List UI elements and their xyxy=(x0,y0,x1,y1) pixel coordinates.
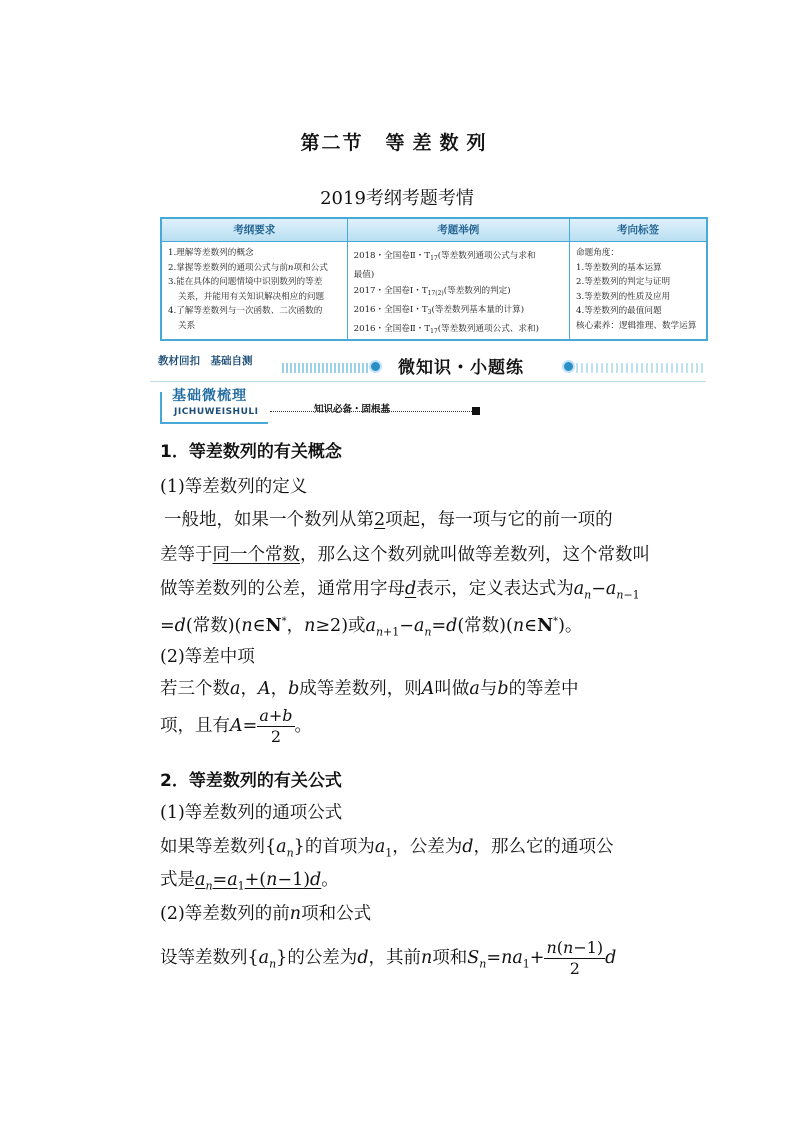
heading-formulas: 2．等差数列的有关公式 xyxy=(160,771,342,791)
section-label-pinyin: JICHUWEISHULI xyxy=(174,407,259,417)
blank-answer: 2 xyxy=(374,510,386,530)
section-number: 第二节 xyxy=(300,132,364,154)
example-item: 2018・全国卷Ⅱ・$T_{17}$(等差数列通项公式与求和 xyxy=(353,251,536,262)
example-item: 最值) xyxy=(353,270,375,280)
section-topic: 等差数列 xyxy=(385,132,494,154)
tags-header: 考向标签 xyxy=(570,219,706,242)
banner-divider xyxy=(150,381,706,382)
paragraph-line: 如果等差数列$\{a_n\}$的首项为$a_1$，公差为d，那么它的通项公 xyxy=(160,837,614,860)
formula-line: =d(常数)(n∈N*，n≥2)或$a_{n+1}-a_n=d$(常数)(n∈N*)。 xyxy=(160,615,583,639)
fraction: $\frac{a+b}{2}$ xyxy=(259,706,293,746)
tag-item: 3.等差数列的性质及应用 xyxy=(576,291,671,302)
subheading-sum: (2)等差数列的前n项和公式 xyxy=(160,904,372,924)
tag-item: 1.等差数列的基本运算 xyxy=(576,262,662,273)
requirement-item: 关系，并能用有关知识解决相应的问题 xyxy=(178,291,325,302)
bullet-dot-icon xyxy=(562,360,575,373)
requirements-header: 考纲要求 xyxy=(162,219,347,242)
requirements-list xyxy=(162,242,347,337)
examples-list xyxy=(348,242,569,344)
tag-item: 4.等差数列的最值问题 xyxy=(576,306,662,316)
section-label-title: 基础微梳理 xyxy=(172,388,247,404)
paragraph-line: 做等差数列的公差，通常用字母d表示，定义表达式为$a_n-a_{n-1}$ xyxy=(160,579,640,602)
requirement-item: 1.理解等差数列的概念 xyxy=(168,248,254,258)
fraction: $\frac{n(n-1)}{2}$ xyxy=(546,938,604,978)
banner-stripes-right xyxy=(576,363,706,373)
requirement-item: 3.能在具体的问题情境中识别数列的等差 xyxy=(168,277,323,287)
bullet-dot-icon xyxy=(369,360,382,373)
dotted-divider xyxy=(270,411,472,412)
subheading-middle-term: (2)等差中项 xyxy=(160,647,255,667)
formula-line: 设等差数列$\{a_n\}$的公差为d，其前n项和$S_n=na_1+$ $\frac{n(n-1)}{2}$ d xyxy=(160,938,617,978)
example-item: 2017・全国卷Ⅰ・$T_{17(2)}$(等差数列的判定) xyxy=(353,286,511,297)
tag-item: 2.等差数列的判定与证明 xyxy=(576,277,671,287)
example-item: 2016・全国卷Ⅰ・$T_3$(等差数列基本量的计算) xyxy=(353,305,525,316)
banner-center-title: 微知识・小题练 xyxy=(398,358,524,378)
formula-line: 项，且有A= $\frac{a+b}{2}$ 。 xyxy=(160,706,313,746)
paragraph-line: 差等于同一个常数，那么这个数列就叫做等差数列，这个常数叫 xyxy=(160,545,650,565)
requirement-item: 4.了解等差数列与一次函数、二次函数的 xyxy=(168,306,323,316)
examples-column xyxy=(347,219,569,339)
banner-stripes-left xyxy=(282,363,370,373)
tag-item: 命题角度： xyxy=(576,248,619,258)
heading-concepts: 1．等差数列的有关概念 xyxy=(160,442,342,462)
tag-item: 核心素养：逻辑推理、数学运算 xyxy=(576,320,697,331)
page-title xyxy=(0,128,794,155)
formula-line: 式是$a_n=a_1+(n-1)d$。 xyxy=(160,870,339,893)
blank-answer: 同一个常数 xyxy=(212,545,300,565)
example-item: 2016・全国卷Ⅱ・$T_{17}$(等差数列通项公式、求和) xyxy=(353,324,539,335)
exam-info-title: 2019考纲考题考情 xyxy=(320,188,474,209)
subheading-definition: (1)等差数列的定义 xyxy=(160,477,308,497)
tags-column xyxy=(569,219,706,339)
requirement-item: 关系 xyxy=(178,320,196,331)
tags-list xyxy=(570,242,706,337)
banner-left-label: 教材回扣 基础自测 xyxy=(158,355,253,367)
examples-header: 考题举例 xyxy=(348,219,569,242)
section-label-tag: 知识必备・固根基 xyxy=(314,404,391,415)
exam-requirements-table xyxy=(160,217,708,341)
paragraph-line: 若三个数a，A，b成等差数列，则A叫做a与b的等差中 xyxy=(160,679,579,699)
blank-answer: d xyxy=(405,579,417,599)
subheading-general-term: (1)等差数列的通项公式 xyxy=(160,803,343,823)
paragraph-line: 一般地，如果一个数列从第2项起，每一项与它的前一项的 xyxy=(164,510,613,530)
square-end-icon xyxy=(472,407,480,415)
requirement-item: 2.掌握等差数列的通项公式与前n项和公式 xyxy=(168,262,328,273)
requirements-column xyxy=(162,219,347,339)
